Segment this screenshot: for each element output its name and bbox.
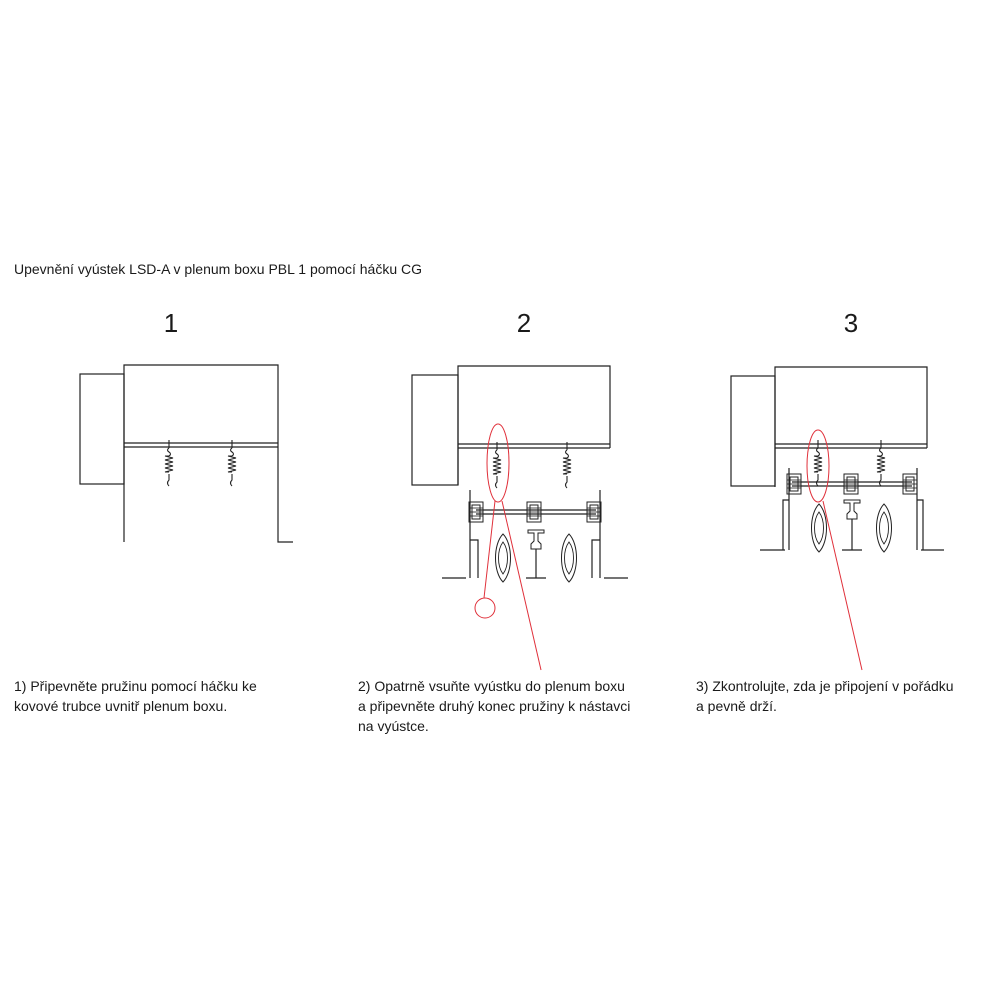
highlight-marks [475,424,862,670]
diagram-title: Upevnění vyústek LSD-A v plenum boxu PBL 1 pomocí háčku CG [14,261,423,277]
leader-line-step-2 [502,501,541,670]
step-2-number: 2 [516,308,532,338]
step-2-caption-line: a připevněte druhý konec pružiny k nástavci [358,698,631,714]
highlight-circle-step-2 [475,598,495,618]
step-1-number: 1 [163,308,179,338]
step-3-caption [696,676,954,716]
leader-line-to-circle [484,501,495,598]
step-1-caption [14,676,257,716]
step-2-caption [358,676,630,736]
step-3-caption-line: a pevně drží. [696,698,777,714]
step-2-caption-line: 2) Opatrně vsuňte vyústku do plenum boxu [358,678,625,694]
step-1-caption-line: kovové trubce uvnitř plenum boxu. [14,698,228,714]
step-1-caption-line: 1) Připevněte pružinu pomocí háčku ke [14,678,257,694]
step-2-caption-line: na vyústce. [358,718,429,734]
figure-1 [80,365,293,542]
leader-line-step-3 [823,501,862,670]
figure-3 [731,367,944,552]
step-3-caption-line: 3) Zkontrolujte, zda je připojení v pořádku [696,678,954,694]
step-3-number: 3 [843,308,859,338]
figure-2 [412,366,628,582]
